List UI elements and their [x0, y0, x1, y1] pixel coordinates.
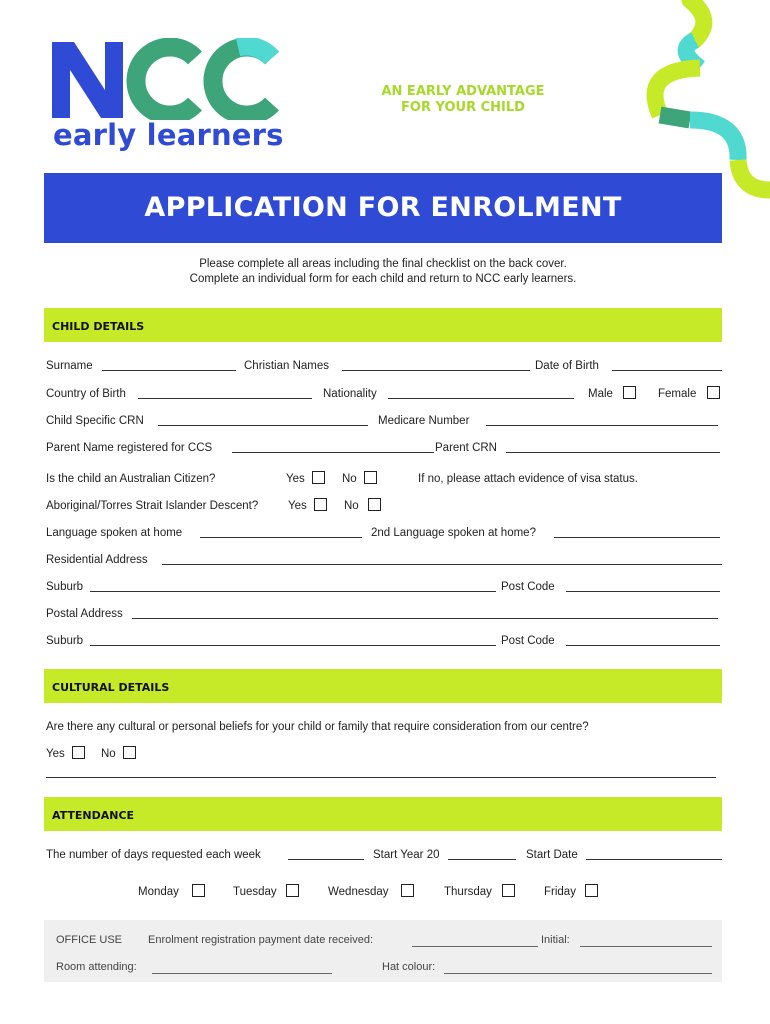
- child-details-header: [44, 308, 722, 342]
- aboriginal-yes-checkbox[interactable]: [314, 498, 327, 511]
- title-banner: [44, 173, 722, 243]
- male-checkbox[interactable]: [623, 386, 636, 399]
- nationality-field[interactable]: [388, 398, 574, 399]
- row-days: [46, 884, 722, 900]
- citizen-yes-checkbox[interactable]: [312, 471, 325, 484]
- postal-field[interactable]: [132, 618, 718, 619]
- citizen-no-checkbox[interactable]: [364, 471, 377, 484]
- citizen-no-label: No: [342, 473, 357, 485]
- row-citizen: [46, 471, 722, 487]
- language2-field[interactable]: [554, 537, 720, 538]
- row-postal: [46, 606, 722, 622]
- row-residential: [46, 552, 722, 568]
- row-suburb-2: [46, 633, 722, 649]
- language-field[interactable]: [200, 537, 362, 538]
- christian-names-field[interactable]: [342, 370, 530, 371]
- row-crn: [46, 413, 722, 429]
- row-attendance: [46, 847, 722, 863]
- attendance-header: [44, 797, 722, 831]
- residential-label: Residential Address: [46, 554, 148, 566]
- page-title: APPLICATION FOR ENROLMENT: [144, 192, 622, 223]
- office-use-box: [44, 920, 722, 982]
- country-field[interactable]: [138, 398, 312, 399]
- citizen-question: Is the child an Australian Citizen?: [46, 473, 216, 485]
- dob-field[interactable]: [612, 370, 722, 371]
- cultural-details-header: [44, 669, 722, 703]
- days-requested-label: The number of days requested each week: [46, 849, 261, 861]
- intro-text: [44, 257, 722, 287]
- decorative-swirl: [620, 0, 770, 200]
- payment-date-label: Enrolment registration payment date received:: [148, 934, 374, 946]
- tagline-line-1: AN EARLY ADVANTAGE: [381, 84, 545, 99]
- hat-colour-field[interactable]: [444, 973, 712, 974]
- intro-line-1: Please complete all areas including the final checklist on the back cover.: [199, 258, 567, 270]
- row-aboriginal: [46, 498, 722, 514]
- residential-field[interactable]: [162, 564, 722, 565]
- aboriginal-yes-label: Yes: [288, 500, 307, 512]
- day-monday-label: Monday: [138, 886, 179, 898]
- child-crn-label: Child Specific CRN: [46, 415, 144, 427]
- surname-field[interactable]: [102, 370, 236, 371]
- start-year-label: Start Year 20: [373, 849, 440, 861]
- day-friday-label: Friday: [544, 886, 576, 898]
- postal-post-code-field[interactable]: [566, 645, 720, 646]
- female-label: Female: [658, 388, 697, 400]
- day-wednesday-checkbox[interactable]: [401, 884, 414, 897]
- postal-post-code-label: Post Code: [501, 635, 555, 647]
- hat-colour-label: Hat colour:: [382, 961, 436, 973]
- tagline-line-2: FOR YOUR CHILD: [401, 100, 525, 115]
- medicare-label: Medicare Number: [378, 415, 470, 427]
- day-thursday-label: Thursday: [444, 886, 492, 898]
- female-checkbox[interactable]: [707, 386, 720, 399]
- visa-note: If no, please attach evidence of visa status.: [418, 473, 638, 485]
- dob-label: Date of Birth: [535, 360, 599, 372]
- days-requested-field[interactable]: [288, 859, 364, 860]
- day-friday-checkbox[interactable]: [585, 884, 598, 897]
- room-attending-label: Room attending:: [56, 961, 137, 973]
- parent-crn-label: Parent CRN: [435, 442, 497, 454]
- cultural-no-label: No: [101, 748, 116, 760]
- payment-date-field[interactable]: [412, 946, 538, 947]
- postal-label: Postal Address: [46, 608, 123, 620]
- parent-crn-field[interactable]: [506, 452, 720, 453]
- row-cultural-question: [46, 719, 722, 735]
- cultural-details-field[interactable]: [46, 777, 716, 778]
- surname-label: Surname: [46, 360, 93, 372]
- country-label: Country of Birth: [46, 388, 126, 400]
- day-thursday-checkbox[interactable]: [502, 884, 515, 897]
- cultural-details-heading: CULTURAL DETAILS: [52, 681, 170, 694]
- logo-subtitle: early learners: [53, 118, 284, 152]
- row-cultural-answer: [46, 746, 722, 762]
- intro-line-2: Complete an individual form for each child and return to NCC early learners.: [189, 273, 577, 285]
- language-label: Language spoken at home: [46, 527, 183, 539]
- postal-suburb-field[interactable]: [90, 645, 496, 646]
- initial-field[interactable]: [580, 946, 712, 947]
- office-use-label: OFFICE USE: [56, 934, 123, 946]
- postal-suburb-label: Suburb: [46, 635, 84, 647]
- aboriginal-no-checkbox[interactable]: [368, 498, 381, 511]
- suburb-label: Suburb: [46, 581, 84, 593]
- citizen-yes-label: Yes: [286, 473, 305, 485]
- ncc-logo: [50, 38, 290, 120]
- post-code-field[interactable]: [566, 591, 720, 592]
- cultural-yes-label: Yes: [46, 748, 65, 760]
- row-language: [46, 525, 722, 541]
- language2-label: 2nd Language spoken at home?: [371, 527, 536, 539]
- child-crn-field[interactable]: [158, 425, 368, 426]
- start-year-field[interactable]: [448, 859, 516, 860]
- parent-ccs-field[interactable]: [232, 452, 434, 453]
- christian-names-label: Christian Names: [244, 360, 329, 372]
- room-attending-field[interactable]: [152, 973, 332, 974]
- cultural-question: Are there any cultural or personal beliefs for your child or family that require consideration from our centre?: [46, 721, 589, 733]
- aboriginal-question: Aboriginal/Torres Strait Islander Descent?: [46, 500, 259, 512]
- attendance-heading: ATTENDANCE: [52, 809, 135, 822]
- nationality-label: Nationality: [323, 388, 377, 400]
- suburb-field[interactable]: [90, 591, 496, 592]
- day-monday-checkbox[interactable]: [192, 884, 205, 897]
- row-country: [46, 386, 722, 402]
- parent-ccs-label: Parent Name registered for CCS: [46, 442, 213, 454]
- row-suburb-1: [46, 579, 722, 595]
- aboriginal-no-label: No: [344, 500, 359, 512]
- tagline: [340, 84, 586, 116]
- day-tuesday-checkbox[interactable]: [286, 884, 299, 897]
- cultural-yes-checkbox[interactable]: [72, 746, 85, 759]
- initial-label: Initial:: [541, 934, 570, 946]
- medicare-field[interactable]: [486, 425, 718, 426]
- male-label: Male: [588, 388, 613, 400]
- day-wednesday-label: Wednesday: [328, 886, 389, 898]
- child-details-heading: CHILD DETAILS: [52, 320, 145, 333]
- start-date-field[interactable]: [586, 859, 722, 860]
- cultural-no-checkbox[interactable]: [123, 746, 136, 759]
- start-date-label: Start Date: [526, 849, 578, 861]
- row-parent: [46, 440, 722, 456]
- post-code-label: Post Code: [501, 581, 555, 593]
- row-names: [46, 358, 722, 374]
- day-tuesday-label: Tuesday: [233, 886, 277, 898]
